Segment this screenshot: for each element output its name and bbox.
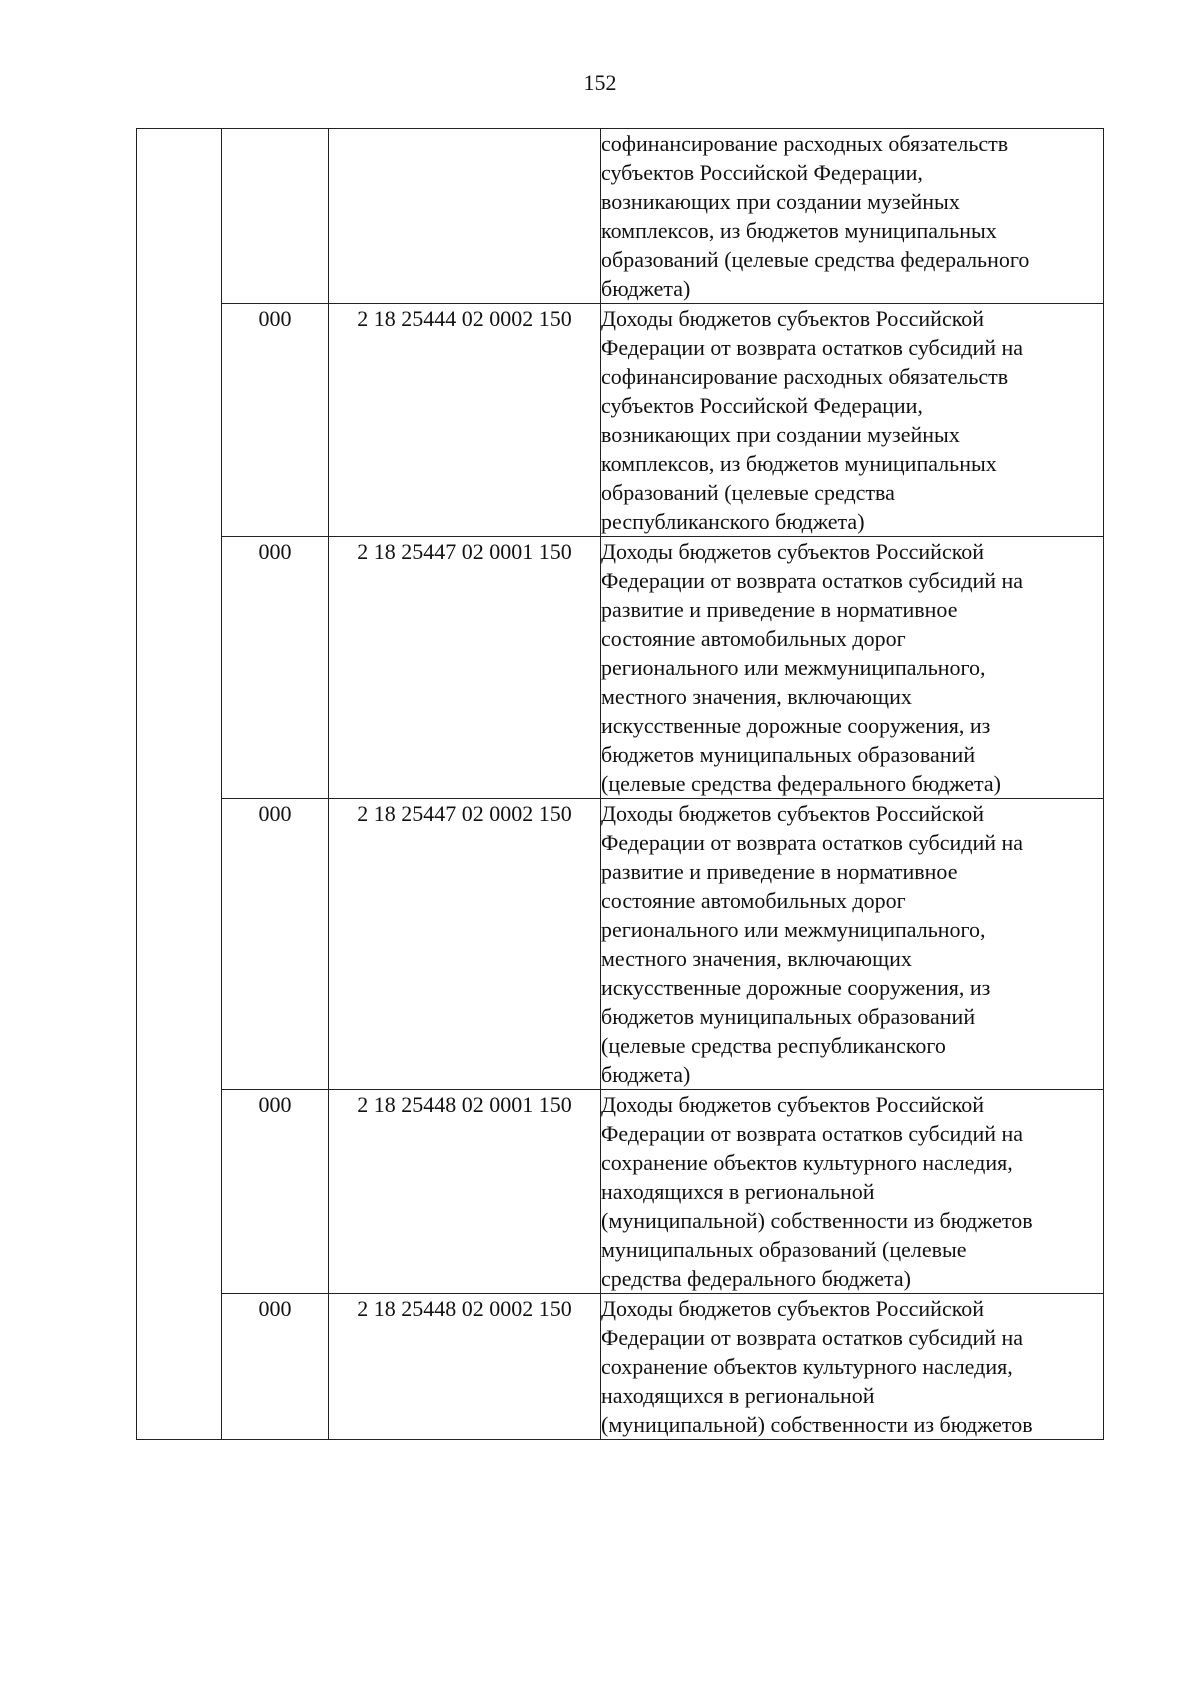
description-line: (муниципальной) собственности из бюджетов xyxy=(601,1208,1033,1233)
description-cell xyxy=(601,799,1104,1090)
description-line: средства федерального бюджета) xyxy=(601,1266,911,1291)
budget-code: 2 18 25447 02 0002 150 xyxy=(357,801,572,826)
description-line: субъектов Российской Федерации, xyxy=(601,393,923,418)
admin-code: 000 xyxy=(258,801,292,826)
description-cell xyxy=(601,129,1104,304)
description-line: (целевые средства республиканского xyxy=(601,1033,946,1058)
admin-code: 000 xyxy=(258,1296,292,1321)
description-line: сохранение объектов культурного наследия, xyxy=(601,1354,1013,1379)
description-line: возникающих при создании музейных xyxy=(601,189,960,214)
description-line: образований (целевые средства xyxy=(601,480,895,505)
table-row xyxy=(137,537,1104,799)
description-line: бюджета) xyxy=(601,1062,691,1087)
description-line: искусственные дорожные сооружения, из xyxy=(601,975,991,1000)
admin-code-cell xyxy=(222,304,329,537)
description-line: бюджетов муниципальных образований xyxy=(601,742,976,767)
description-line: софинансирование расходных обязательств xyxy=(601,364,1009,389)
budget-revenue-table xyxy=(136,128,1104,1440)
budget-code: 2 18 25444 02 0002 150 xyxy=(357,306,572,331)
budget-code: 2 18 25448 02 0001 150 xyxy=(357,1092,572,1117)
description-line: (муниципальной) собственности из бюджетов xyxy=(601,1412,1033,1437)
description-line: Доходы бюджетов субъектов Российской xyxy=(601,801,985,826)
description-line: Доходы бюджетов субъектов Российской xyxy=(601,1296,985,1321)
description-line: муниципальных образований (целевые xyxy=(601,1237,967,1262)
description-line: развитие и приведение в нормативное xyxy=(601,859,958,884)
admin-code: 000 xyxy=(258,1092,292,1117)
description-line: бюджета) xyxy=(601,276,691,301)
admin-code-cell xyxy=(222,537,329,799)
table-row xyxy=(137,1090,1104,1294)
admin-code-cell xyxy=(222,129,329,304)
table-row xyxy=(137,1294,1104,1440)
budget-code-cell xyxy=(329,1294,601,1440)
description-line: образований (целевые средства федерального xyxy=(601,247,1030,272)
page-number: 152 xyxy=(583,70,617,95)
budget-code-cell xyxy=(329,537,601,799)
table-body xyxy=(137,129,1104,1440)
admin-code: 000 xyxy=(258,306,292,331)
description-line: находящихся в региональной xyxy=(601,1179,875,1204)
budget-code: 2 18 25447 02 0001 150 xyxy=(357,539,572,564)
table-row xyxy=(137,799,1104,1090)
description-line: Доходы бюджетов субъектов Российской xyxy=(601,1092,985,1117)
budget-code-cell xyxy=(329,304,601,537)
budget-code: 2 18 25448 02 0002 150 xyxy=(357,1296,572,1321)
admin-code-cell xyxy=(222,799,329,1090)
description-line: возникающих при создании музейных xyxy=(601,422,960,447)
description-line: (целевые средства федерального бюджета) xyxy=(601,771,1001,796)
description-cell xyxy=(601,537,1104,799)
description-line: сохранение объектов культурного наследия, xyxy=(601,1150,1013,1175)
description-line: комплексов, из бюджетов муниципальных xyxy=(601,218,997,243)
description-line: республиканского бюджета) xyxy=(601,509,865,534)
description-cell xyxy=(601,1294,1104,1440)
description-line: состояние автомобильных дорог xyxy=(601,888,906,913)
description-line: местного значения, включающих xyxy=(601,684,912,709)
description-cell xyxy=(601,304,1104,537)
description-line: Федерации от возврата остатков субсидий на xyxy=(601,1121,1024,1146)
description-line: развитие и приведение в нормативное xyxy=(601,597,958,622)
description-cell xyxy=(601,1090,1104,1294)
description-line: местного значения, включающих xyxy=(601,946,912,971)
description-line: состояние автомобильных дорог xyxy=(601,626,906,651)
table-row xyxy=(137,129,1104,304)
admin-code-cell xyxy=(222,1294,329,1440)
description-line: регионального или межмуниципального, xyxy=(601,655,986,680)
description-line: софинансирование расходных обязательств xyxy=(601,131,1009,156)
description-line: регионального или межмуниципального, xyxy=(601,917,986,942)
admin-code: 000 xyxy=(258,539,292,564)
description-line: Доходы бюджетов субъектов Российской xyxy=(601,306,985,331)
budget-code-cell xyxy=(329,1090,601,1294)
description-line: Федерации от возврата остатков субсидий на xyxy=(601,335,1024,360)
admin-code-cell xyxy=(222,1090,329,1294)
description-line: субъектов Российской Федерации, xyxy=(601,160,923,185)
description-line: Федерации от возврата остатков субсидий на xyxy=(601,830,1024,855)
budget-code-cell xyxy=(329,129,601,304)
table-row xyxy=(137,304,1104,537)
budget-code-cell xyxy=(329,799,601,1090)
description-line: Доходы бюджетов субъектов Российской xyxy=(601,539,985,564)
description-line: Федерации от возврата остатков субсидий на xyxy=(601,568,1024,593)
description-line: Федерации от возврата остатков субсидий на xyxy=(601,1325,1024,1350)
description-line: бюджетов муниципальных образований xyxy=(601,1004,976,1029)
empty-left-cell xyxy=(137,129,222,1440)
description-line: искусственные дорожные сооружения, из xyxy=(601,713,991,738)
description-line: находящихся в региональной xyxy=(601,1383,875,1408)
description-line: комплексов, из бюджетов муниципальных xyxy=(601,451,997,476)
